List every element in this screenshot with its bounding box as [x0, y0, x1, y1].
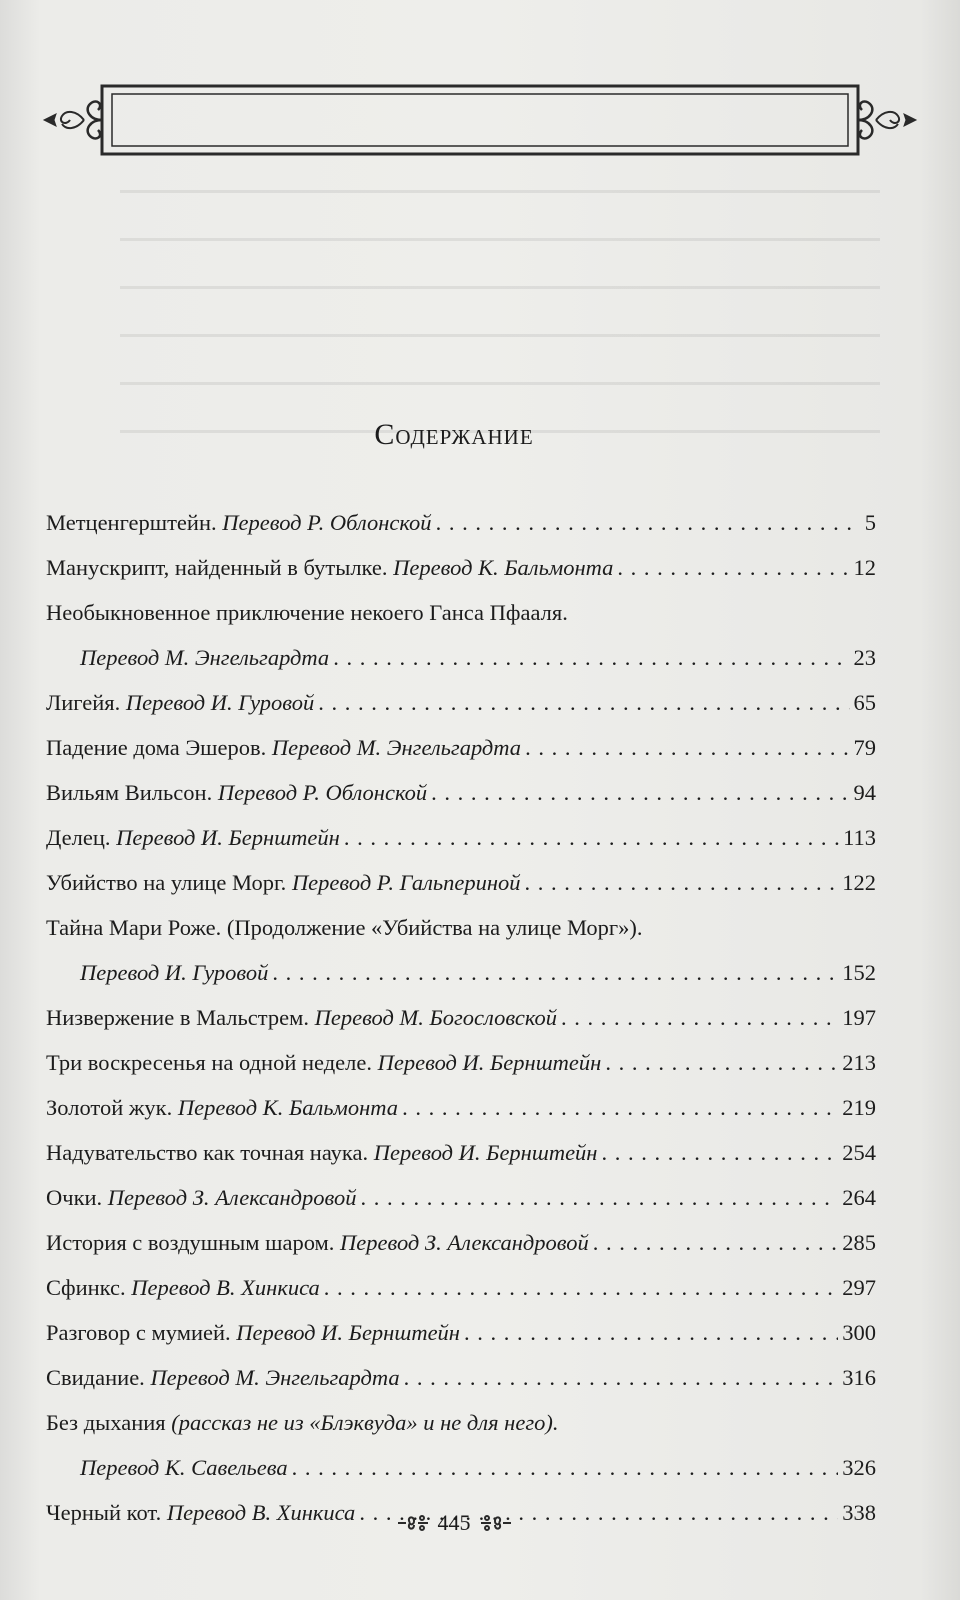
toc-entry — [46, 1265, 876, 1310]
dot-leader — [593, 1220, 838, 1265]
toc-entry — [46, 500, 876, 545]
entry-title: Три воскресенья на одной неделе. — [46, 1050, 372, 1075]
entry-translator: Перевод В. Хинкиса — [166, 1500, 356, 1525]
entry-title: Метценгерштейн. — [46, 510, 217, 535]
toc-entry — [46, 1085, 876, 1130]
toc-entry — [46, 995, 876, 1040]
entry-translator: Перевод В. Хинкиса — [131, 1275, 320, 1300]
toc-entry — [46, 770, 876, 815]
entry-title: Без дыхания — [46, 1410, 166, 1435]
entry-page: 197 — [842, 1005, 876, 1030]
entry-page: 65 — [853, 690, 876, 715]
dot-leader — [561, 995, 838, 1040]
entry-translator: Перевод И. Бернштейн — [236, 1320, 460, 1345]
entry-title: Лигейя. — [46, 690, 121, 715]
entry-page: 5 — [864, 510, 876, 535]
entry-title: Убийство на улице Морг. — [46, 870, 287, 895]
entry-title: Надувательство как точная наука. — [46, 1140, 369, 1165]
dot-leader — [605, 1040, 838, 1085]
entry-translator: Перевод З. Александровой — [340, 1230, 589, 1255]
entry-page: 285 — [842, 1230, 876, 1255]
ornament-frame-icon — [40, 70, 920, 170]
entry-title: Делец. — [46, 825, 111, 850]
entry-page: 94 — [853, 780, 876, 805]
toc-entry — [46, 905, 876, 995]
dot-leader — [292, 1445, 839, 1490]
entry-translator: Перевод И. Гуровой — [80, 960, 269, 985]
dot-leader — [404, 1355, 839, 1400]
entry-page: 254 — [842, 1140, 876, 1165]
entry-page: 316 — [842, 1365, 876, 1390]
toc-entry — [46, 1310, 876, 1355]
toc-entry — [46, 1040, 876, 1085]
entry-title: Сфинкс. — [46, 1275, 126, 1300]
entry-title: Необыкновенное приключение некоего Ганса Пфааля. — [46, 600, 568, 625]
page-heading: Содержание — [374, 418, 534, 451]
dot-leader — [361, 1175, 839, 1220]
toc-entry — [46, 1130, 876, 1175]
entry-page: 122 — [842, 870, 876, 895]
toc-entry — [46, 1355, 876, 1400]
entry-title: Разговор с мумией. — [46, 1320, 231, 1345]
entry-page: 23 — [853, 645, 876, 670]
entry-page: 113 — [843, 825, 876, 850]
toc-entry — [46, 1220, 876, 1265]
entry-translator: Перевод К. Савельева — [80, 1455, 288, 1480]
dot-leader — [525, 725, 849, 770]
dot-leader — [464, 1310, 838, 1355]
entry-title: Манускрипт, найденный в бутылке. — [46, 555, 388, 580]
dot-leader — [344, 815, 839, 860]
dot-leader — [333, 635, 849, 680]
entry-translator: Перевод М. Энгельгардта — [150, 1365, 400, 1390]
entry-translator: Перевод М. Энгельгардта — [271, 735, 522, 760]
dot-leader — [601, 1130, 838, 1175]
dot-leader — [324, 1265, 838, 1310]
entry-translator: Перевод Р. Облонской — [217, 780, 428, 805]
dot-leader — [318, 680, 849, 725]
entry-translator: Перевод Р. Гальпериной — [291, 870, 521, 895]
page-number: 445 — [437, 1510, 471, 1535]
toc-entry — [46, 1175, 876, 1220]
toc-entry — [46, 815, 876, 860]
dot-leader — [272, 950, 838, 995]
entry-title: Черный кот. — [46, 1500, 162, 1525]
entry-translator: Перевод Р. Облонской — [222, 510, 432, 535]
entry-page: 12 — [853, 555, 876, 580]
entry-translator: Перевод З. Александровой — [107, 1185, 357, 1210]
toc-entry — [46, 1400, 876, 1490]
show-through-text — [120, 160, 880, 460]
fleuron-left-icon — [396, 1512, 430, 1534]
entry-title: Свидание. — [46, 1365, 145, 1390]
fleuron-right-icon — [479, 1512, 513, 1534]
dot-leader — [617, 545, 849, 590]
entry-page: 219 — [842, 1095, 876, 1120]
entry-title: Золотой жук. — [46, 1095, 173, 1120]
toc-entry — [46, 590, 876, 680]
entry-page: 213 — [842, 1050, 876, 1075]
toc-entry — [46, 725, 876, 770]
entry-translator: Перевод К. Бальмонта — [393, 555, 614, 580]
entry-page: 300 — [842, 1320, 876, 1345]
entry-translator: Перевод И. Бернштейн — [116, 825, 340, 850]
entry-page: 79 — [853, 735, 876, 760]
entry-translator: Перевод М. Энгельгардта — [80, 645, 330, 670]
dot-leader — [402, 1085, 838, 1130]
entry-translator: Перевод И. Бернштейн — [373, 1140, 598, 1165]
header-ornament-frame — [40, 70, 920, 170]
entry-page: 297 — [842, 1275, 876, 1300]
toc-entry — [46, 545, 876, 590]
entry-title: Вильям Вильсон. — [46, 780, 213, 805]
page-number-footer — [0, 1510, 908, 1536]
entry-page: 338 — [842, 1500, 876, 1525]
entry-translator: Перевод М. Богословской — [314, 1005, 557, 1030]
entry-title-subtitle: (рассказ не из «Блэквуда» и не для него). — [171, 1410, 559, 1435]
toc-entry — [46, 680, 876, 725]
toc-entry — [46, 860, 876, 905]
entry-translator: Перевод И. Гуровой — [125, 690, 315, 715]
entry-title: Падение дома Эшеров. — [46, 735, 267, 760]
entry-title: История с воздушным шаром. — [46, 1230, 335, 1255]
table-of-contents — [46, 500, 876, 1535]
dot-leader — [525, 860, 839, 905]
entry-title: Тайна Мари Роже. (Продолжение «Убийства на улице Морг»). — [46, 915, 643, 940]
entry-translator: Перевод И. Бернштейн — [377, 1050, 602, 1075]
dot-leader — [436, 500, 861, 545]
entry-page: 326 — [842, 1455, 876, 1480]
entry-page: 152 — [842, 960, 876, 985]
entry-translator: Перевод К. Бальмонта — [177, 1095, 399, 1120]
entry-title: Низвержение в Мальстрем. — [46, 1005, 309, 1030]
dot-leader — [431, 770, 849, 815]
entry-title: Очки. — [46, 1185, 103, 1210]
entry-page: 264 — [842, 1185, 876, 1210]
